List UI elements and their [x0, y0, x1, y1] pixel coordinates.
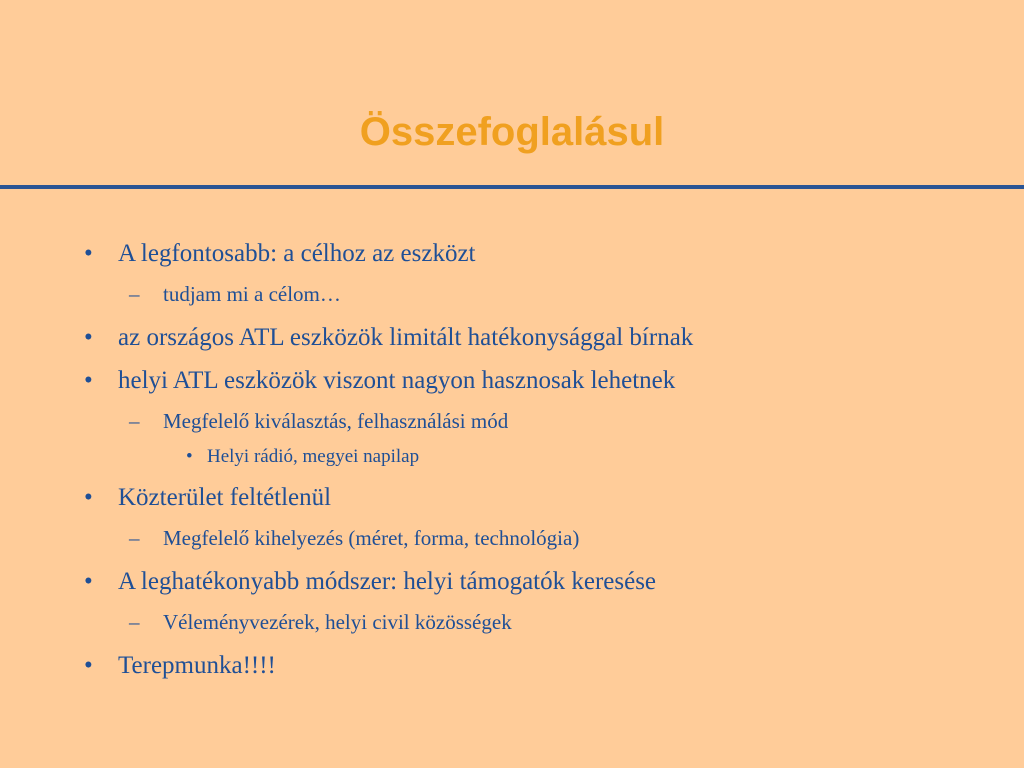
sub-bullet-item — [0, 525, 1024, 551]
sub-sub-bullet-item — [0, 445, 1024, 469]
bullet-dot-icon: • — [84, 324, 93, 351]
bullet-dot-icon: • — [84, 367, 93, 394]
bullet-text: A legfontosabb: a célhoz az eszközt — [118, 240, 476, 267]
bullet-dash-icon: – — [129, 610, 140, 634]
sub-bullet-item — [0, 609, 1024, 635]
bullet-dash-icon: – — [129, 526, 140, 550]
bullet-text: Közterület feltétlenül — [118, 484, 332, 511]
bullet-item — [0, 651, 1024, 681]
bullet-dot-icon: • — [186, 446, 193, 467]
sub-bullet-text: Megfelelő kihelyezés (méret, forma, technológia) — [163, 526, 580, 550]
title-divider — [0, 185, 1024, 189]
sub-bullet-item — [0, 408, 1024, 434]
bullet-dot-icon: • — [84, 652, 93, 679]
bullet-item — [0, 567, 1024, 597]
bullet-dash-icon: – — [129, 282, 140, 306]
bullet-item — [0, 483, 1024, 513]
slide-title: Összefoglalásul — [359, 110, 665, 154]
bullet-item — [0, 366, 1024, 396]
bullet-item — [0, 239, 1024, 269]
sub-bullet-text: Megfelelő kiválasztás, felhasználási mód — [163, 409, 509, 433]
bullet-text: helyi ATL eszközök viszont nagyon hasznosak lehetnek — [118, 367, 676, 394]
bullet-text: Terepmunka!!!! — [118, 652, 276, 679]
bullet-dash-icon: – — [129, 409, 140, 433]
sub-bullet-text: tudjam mi a célom… — [163, 282, 341, 306]
sub-bullet-item — [0, 281, 1024, 307]
bullet-item — [0, 323, 1024, 353]
bullet-dot-icon: • — [84, 568, 93, 595]
bullet-list — [0, 232, 1024, 681]
bullet-text: az országos ATL eszközök limitált hatékonysággal bírnak — [118, 324, 694, 351]
bullet-dot-icon: • — [84, 484, 93, 511]
bullet-dot-icon: • — [84, 240, 93, 267]
bullet-text: A leghatékonyabb módszer: helyi támogatók keresése — [118, 568, 657, 595]
sub-bullet-text: Véleményvezérek, helyi civil közösségek — [163, 610, 512, 634]
sub-sub-bullet-text: Helyi rádió, megyei napilap — [207, 446, 420, 467]
